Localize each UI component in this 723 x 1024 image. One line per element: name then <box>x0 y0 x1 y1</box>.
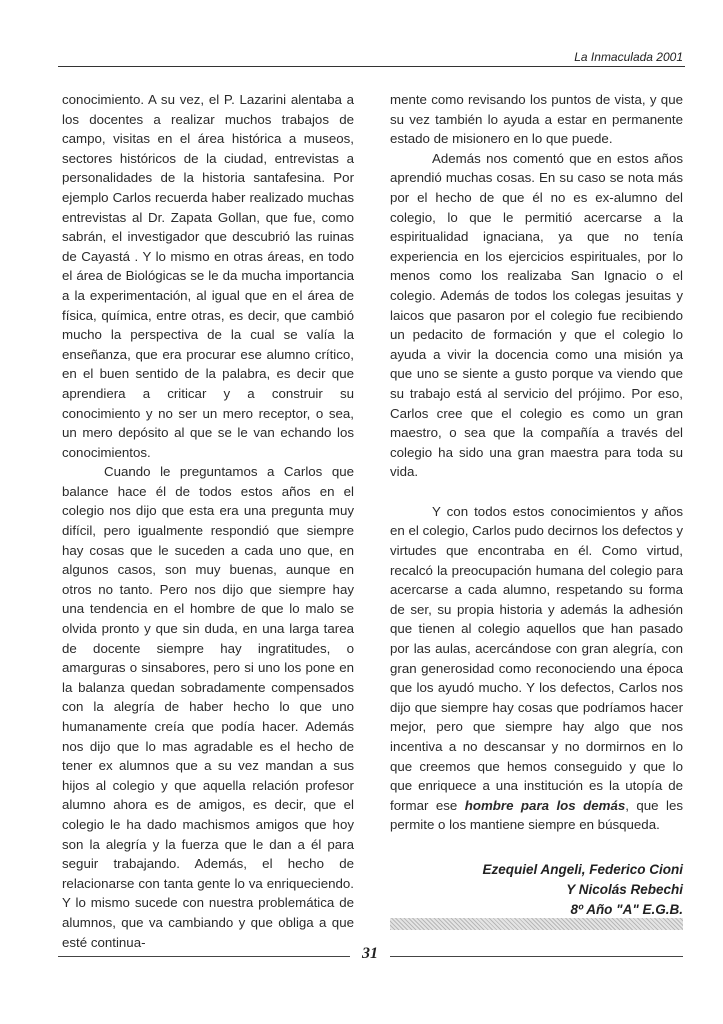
footer-rule-left <box>58 956 350 957</box>
signature-line-3: 8º Año "A" E.G.B. <box>570 902 683 917</box>
signature-line-2: Y Nicolás Rebechi <box>566 882 683 897</box>
author-signature <box>393 860 683 920</box>
footer-rule-right <box>390 956 683 957</box>
page-number: 31 <box>362 945 378 962</box>
emphasis-phrase: hombre para los demás <box>464 797 626 813</box>
header-rule <box>58 66 685 67</box>
running-header-title: La Inmaculada 2001 <box>574 50 683 64</box>
right-paragraph-1: mente como revisando los puntos de vista, y que su vez también lo ayuda a estar en permanente estado de misionero en lo que puede. <box>390 92 683 147</box>
left-column <box>62 90 354 952</box>
right-paragraph-3-end: , que les permite o los mantiene siempre en búsqueda. <box>390 797 683 833</box>
decorative-shaded-bar <box>390 918 683 930</box>
right-paragraph-3-text: Y con todos estos conocimientos y años en el colegio, Carlos pudo decirnos los defectos y virtudes que encontraba en él. Como virtud, recalcó la preocupación humana del colegio para acercarse a cada alumno, respetando su forma de ser, su propia historia y además la adhesión que tienen al colegio aquellos que han pasado por las aulas, acercándose con gran alegría, con gran generosidad como reconociendo una época que los ayudó mucho. Y los defectos, Carlos nos dijo que siempre hay cosas que podríamos hacer mejor, pero que siempre hay algo que nos incentiva a no descansar y no dormirnos en lo que creemos que hemos conseguido y que lo que enriquece a una institución es la utopía de formar ese <box>390 503 683 813</box>
right-column <box>390 90 683 835</box>
signature-line-1: Ezequiel Angeli, Federico Cioni <box>482 862 683 877</box>
right-paragraph-2: Además nos comentó que en estos años aprendió muchas cosas. En su caso se nota más por el hecho de que él no es ex-alumno del colegio, lo que le permitió acercarse a la espiritualidad ignaciana, ya que no tenía experiencia en los ejercicios espirituales, por lo menos como los realizaba San Ignacio o el colegio. Además de todos los colegas jesuitas y laicos que pasaron por el colegio fue recibiendo un pedacito de formación y que el colegio lo ayuda a vivir la docencia como una misión ya que uno se siente a gusto porque va viendo que su trabajo está al servicio del prójimo. Por eso, Carlos cree que el colegio es como un gran maestro, o sea que la compañía a través del colegio ha sido una gran maestra para toda su vida. <box>390 150 683 480</box>
left-paragraph-1: conocimiento. A su vez, el P. Lazarini alentaba a los docentes a realizar muchos trabajos de campo, visitas en el área histórica a museos, sectores históricos de la ciudad, entrevistas a personalidades de la historia santafesina. Por ejemplo Carlos recuerda haber realizado muchas entrevistas al Dr. Zapata Gollan, que fue, como sabrán, el investigador que descubrió las ruinas de Cayastá . Y lo mismo en otras áreas, en todo el área de Biológicas se le da mucha importancia a la experimentación, al igual que en el área de física, química, entre otras, es decir, que cambió mucho la perspectiva de la cual se valía la enseñanza, que era procurar ese alumno crítico, en el buen sentido de la palabra, es decir que aprendiera a criticar y a construir su conocimiento y no ser un mero receptor, o sea, un mero depósito al que se le van echando los conocimientos. <box>62 92 354 460</box>
left-paragraph-2: Cuando le preguntamos a Carlos que balance hace él de todos estos años en el colegio nos dijo que esta era una pregunta muy difícil, pero igualmente respondió que siempre hay cosas que le suceden a cada uno que, en algunos casos, son muy buenas, aunque en otros no tanto. Pero nos dijo que siempre hay una tendencia en el hombre de que lo malo se olvida pronto y que sin duda, en una larga tarea de docente siempre hay ingratitudes, o amarguras o sinsabores, pero si uno los pone en la balanza quedan sobradamente compensados con la alegría de haber hecho lo que uno humanamente creía que podía hacer. Además nos dijo que lo mas agradable es el hecho de tener ex alumnos que a su vez mandan a sus hijos al colegio y que aquella relación profesor alumno ahora es de amigos, es decir, que el colegio le ha dado machismos amigos que hoy son la alegría y la fuerza que le dan a él para seguir trabajando. Además, el hecho de relacionarse con tanta gente lo va enriqueciendo. Y lo mismo sucede con nuestra problemática de alumnos, que va cambiando y que obliga a que esté continua- <box>62 464 354 950</box>
right-paragraph-3 <box>390 502 683 835</box>
